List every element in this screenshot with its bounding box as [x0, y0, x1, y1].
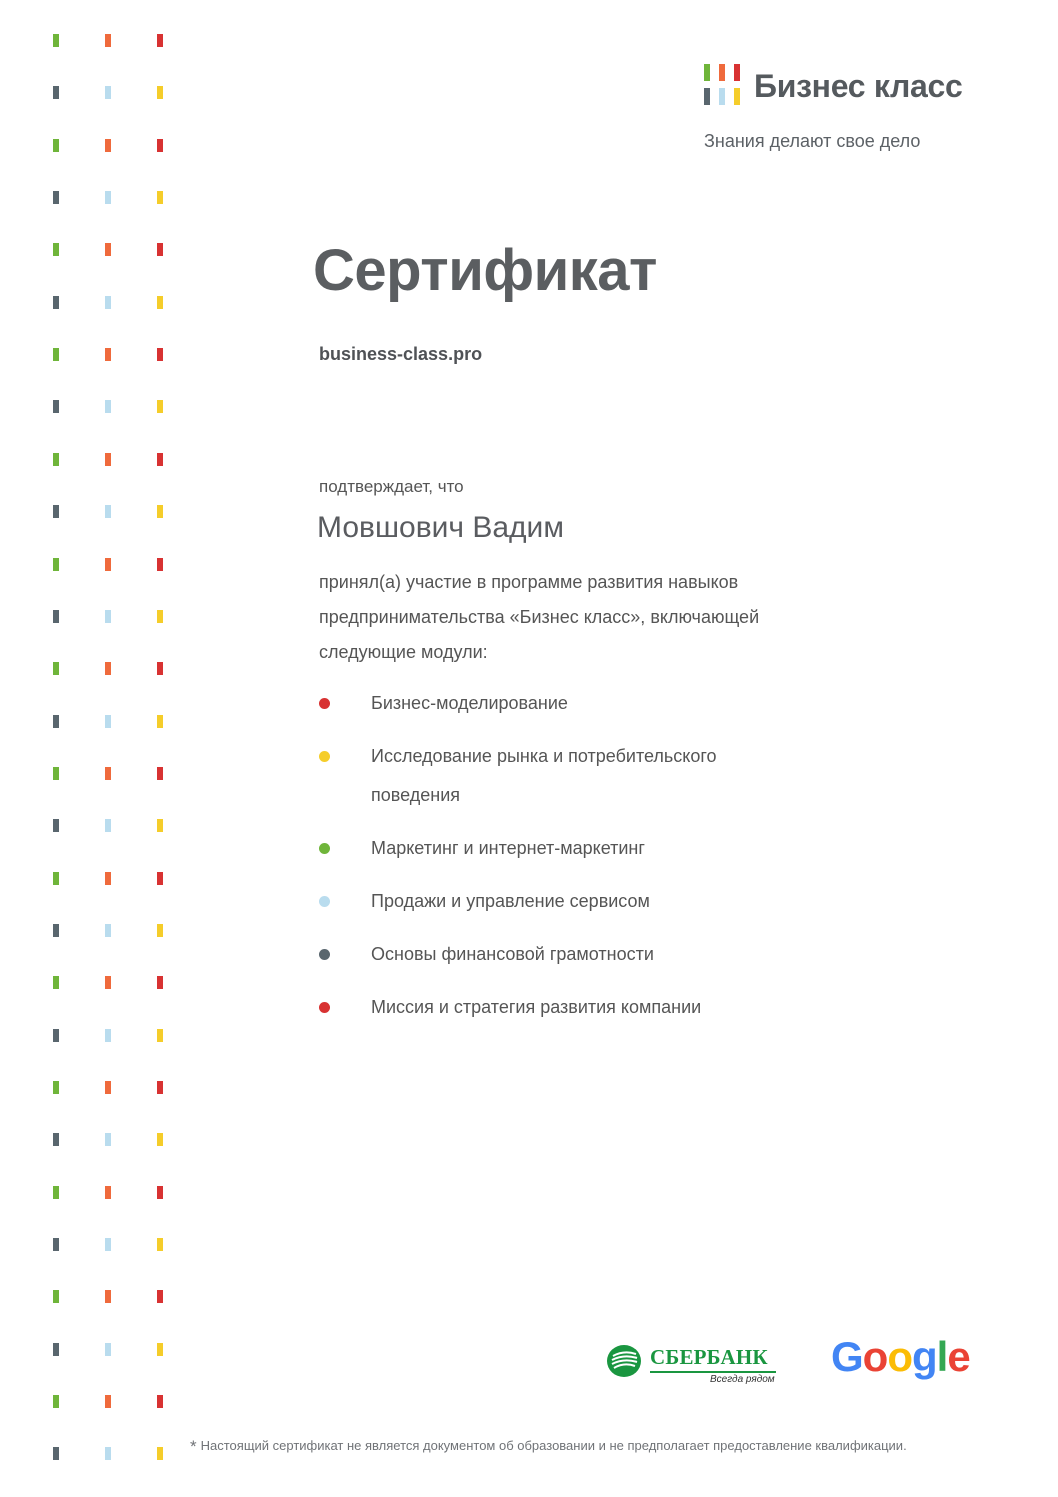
stripe-dash — [157, 400, 163, 413]
stripe-dash — [105, 348, 111, 361]
decorative-stripe-column — [0, 0, 200, 1497]
module-label: Продажи и управление сервисом — [371, 891, 650, 911]
program-description — [319, 565, 839, 670]
stripe-dash — [53, 924, 59, 937]
modules-list — [319, 684, 799, 1041]
stripe-dash — [53, 976, 59, 989]
stripe-dash — [105, 976, 111, 989]
stripe-dash — [105, 296, 111, 309]
brand-mark-square — [704, 88, 710, 105]
stripe-dash — [157, 1343, 163, 1356]
stripe-dash — [157, 872, 163, 885]
sberbank-name: СБЕРБАНК — [650, 1345, 768, 1369]
brand-logo — [704, 64, 963, 108]
stripe-dash — [105, 767, 111, 780]
module-label: Исследование рынка и потребительского — [371, 746, 717, 766]
stripe-dash — [157, 819, 163, 832]
stripe-dash — [157, 139, 163, 152]
bullet-dot-icon — [319, 896, 330, 907]
stripe-dash — [157, 662, 163, 675]
bullet-dot-icon — [319, 949, 330, 960]
module-item — [319, 988, 799, 1027]
module-item — [319, 935, 799, 974]
stripe-dash — [53, 1238, 59, 1251]
stripe-dash — [105, 924, 111, 937]
stripe-dash — [53, 139, 59, 152]
stripe-dash — [53, 296, 59, 309]
brand-mark-square — [734, 88, 740, 105]
stripe-dash — [105, 1290, 111, 1303]
stripe-dash — [105, 558, 111, 571]
brand-tagline: Знания делают свое дело — [704, 131, 921, 151]
stripe-dash — [157, 558, 163, 571]
stripe-dash — [157, 1395, 163, 1408]
stripe-dash — [53, 872, 59, 885]
stripe-dash — [157, 505, 163, 518]
stripe-dash — [157, 1290, 163, 1303]
stripe-dash — [157, 976, 163, 989]
stripe-dash — [157, 1238, 163, 1251]
brand-mark-icon — [704, 64, 742, 108]
stripe-dash — [53, 34, 59, 47]
brand-name: Бизнес класс — [754, 68, 963, 104]
stripe-dash — [157, 1029, 163, 1042]
stripe-dash — [53, 86, 59, 99]
stripe-dash — [105, 1343, 111, 1356]
stripe-dash — [105, 243, 111, 256]
stripe-dash — [53, 400, 59, 413]
brand-mark-square — [734, 64, 740, 81]
bullet-dot-icon — [319, 751, 330, 762]
stripe-dash — [157, 1186, 163, 1199]
stripe-dash — [53, 1395, 59, 1408]
disclaimer-footnote — [190, 1437, 907, 1457]
module-label: Миссия и стратегия развития компании — [371, 997, 702, 1017]
bullet-dot-icon — [319, 1002, 330, 1013]
stripe-dash — [53, 191, 59, 204]
stripe-dash — [157, 243, 163, 256]
bullet-dot-icon — [319, 843, 330, 854]
stripe-dash — [53, 662, 59, 675]
stripe-dash — [53, 1133, 59, 1146]
stripe-dash — [53, 1186, 59, 1199]
sberbank-underline — [650, 1371, 776, 1373]
module-item — [319, 684, 799, 723]
description-line: предпринимательства «Бизнес класс», включающей — [319, 607, 760, 627]
stripe-dash — [53, 819, 59, 832]
stripe-dash — [157, 86, 163, 99]
stripe-dash — [157, 924, 163, 937]
google-letter: G — [831, 1333, 863, 1380]
recipient-name: Мовшович Вадим — [317, 511, 564, 544]
stripe-dash — [157, 191, 163, 204]
stripe-dash — [53, 610, 59, 623]
stripe-dash — [105, 1238, 111, 1251]
sberbank-slogan: Всегда рядом — [710, 1374, 775, 1385]
stripe-dash — [105, 610, 111, 623]
sberbank-emblem-icon — [606, 1344, 642, 1378]
stripe-dash — [105, 1133, 111, 1146]
google-letter: o — [862, 1333, 888, 1380]
stripe-dash — [53, 558, 59, 571]
description-line: следующие модули: — [319, 642, 488, 662]
footnote-asterisk: * — [190, 1437, 197, 1456]
stripe-dash — [157, 1081, 163, 1094]
module-label: Основы финансовой грамотности — [371, 944, 654, 964]
stripe-dash — [105, 453, 111, 466]
stripe-dash — [105, 86, 111, 99]
stripe-dash — [157, 34, 163, 47]
stripe-dash — [53, 453, 59, 466]
bullet-dot-icon — [319, 698, 330, 709]
stripe-dash — [105, 1395, 111, 1408]
module-label: Маркетинг и интернет-маркетинг — [371, 838, 645, 858]
stripe-dash — [53, 715, 59, 728]
stripe-dash — [157, 610, 163, 623]
brand-mark-square — [704, 64, 710, 81]
stripe-dash — [157, 767, 163, 780]
sberbank-logo — [606, 1344, 778, 1388]
stripe-dash — [105, 34, 111, 47]
module-item — [319, 829, 799, 868]
stripe-dash — [53, 1290, 59, 1303]
stripe-dash — [105, 1081, 111, 1094]
stripe-dash — [53, 1029, 59, 1042]
stripe-dash — [105, 819, 111, 832]
stripe-dash — [53, 1447, 59, 1460]
module-label: поведения — [371, 785, 460, 805]
brand-mark-square — [719, 64, 725, 81]
stripe-dash — [157, 1133, 163, 1146]
stripe-dash — [105, 1029, 111, 1042]
description-line: принял(а) участие в программе развития навыков — [319, 572, 739, 592]
stripe-dash — [105, 872, 111, 885]
stripe-dash — [157, 296, 163, 309]
google-letter: g — [911, 1333, 937, 1380]
stripe-dash — [105, 1186, 111, 1199]
stripe-dash — [105, 400, 111, 413]
stripe-dash — [105, 505, 111, 518]
website-url: business-class.pro — [319, 344, 483, 364]
confirms-text: подтверждает, что — [319, 477, 464, 496]
module-item — [319, 737, 799, 815]
stripe-dash — [105, 191, 111, 204]
stripe-dash — [105, 662, 111, 675]
google-logo — [831, 1333, 970, 1381]
brand-mark-square — [719, 88, 725, 105]
stripe-dash — [53, 1081, 59, 1094]
stripe-dash — [157, 453, 163, 466]
stripe-dash — [105, 139, 111, 152]
google-letter: o — [887, 1333, 912, 1380]
stripe-dash — [53, 1343, 59, 1356]
stripe-dash — [157, 1447, 163, 1460]
certificate-title: Сертификат — [313, 238, 657, 303]
stripe-dash — [105, 715, 111, 728]
stripe-dash — [53, 243, 59, 256]
footnote-text: Настоящий сертификат не является документом об образовании и не предполагает предоставление квалификации. — [200, 1438, 907, 1453]
stripe-dash — [157, 348, 163, 361]
google-letter: l — [936, 1333, 948, 1380]
google-letter: e — [947, 1333, 970, 1380]
module-item — [319, 882, 799, 921]
stripe-dash — [53, 348, 59, 361]
stripe-dash — [157, 715, 163, 728]
stripe-dash — [53, 767, 59, 780]
module-label: Бизнес-моделирование — [371, 693, 568, 713]
stripe-dash — [53, 505, 59, 518]
stripe-dash — [105, 1447, 111, 1460]
